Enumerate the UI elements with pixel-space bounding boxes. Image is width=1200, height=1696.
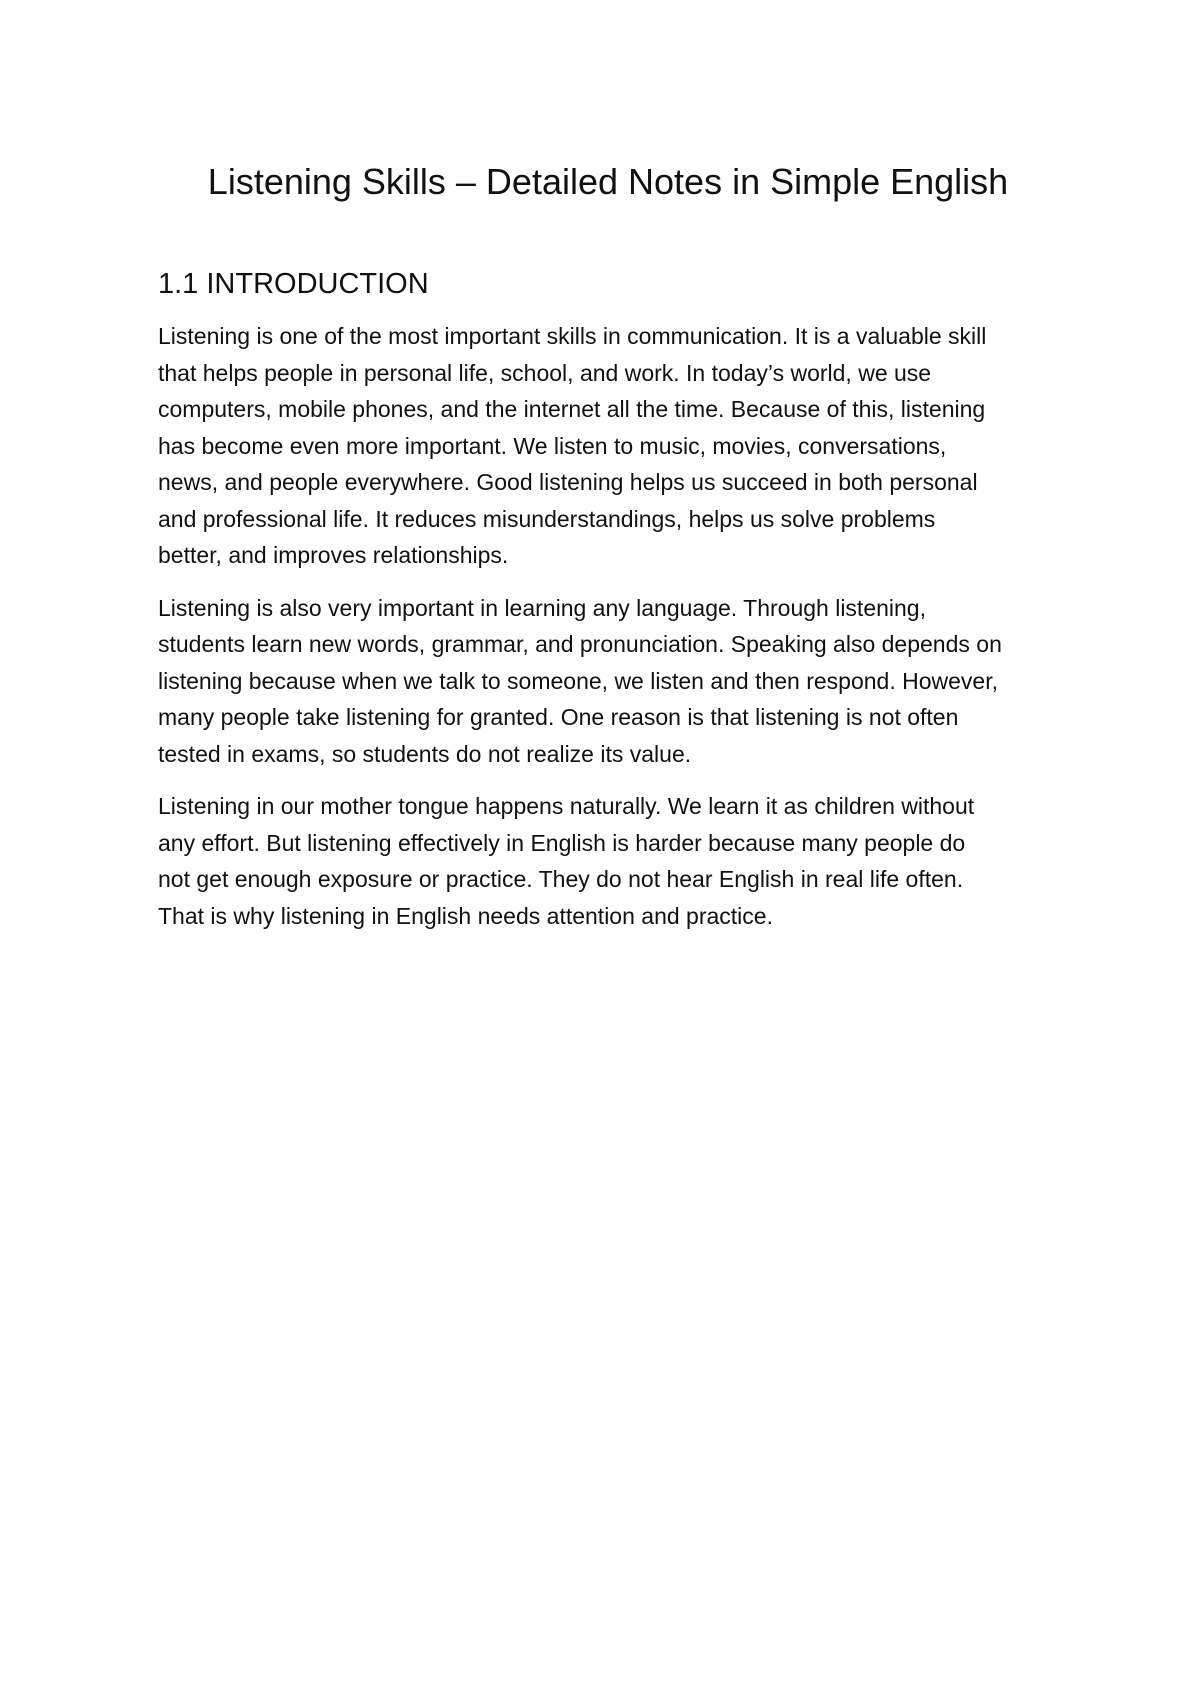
paragraph-3 [158,788,1058,934]
paragraph-1 [158,318,1058,574]
paragraph-line: better, and improves relationships. [158,542,509,568]
section-body [158,318,1058,934]
paragraph-line: that helps people in personal life, school, and work. In today’s world, we use [158,359,932,386]
paragraph-line: listening because when we talk to someone, we listen and then respond. However, [158,667,999,694]
paragraph-line: not get enough exposure or practice. They do not hear English in real life often. [158,866,964,892]
paragraph-line: Listening is one of the most important skills in communication. It is a valuable skill [158,323,987,349]
paragraph-line: news, and people everywhere. Good listening helps us succeed in both personal [158,469,978,495]
paragraph-line: has become even more important. We listen to music, movies, conversations, [158,432,947,459]
page-content [158,158,1058,950]
paragraph-2 [158,590,1058,773]
document-title: Listening Skills – Detailed Notes in Simple English [207,161,1009,202]
paragraph-line: Listening in our mother tongue happens naturally. We learn it as children without [158,793,975,819]
paragraph-line: students learn new words, grammar, and pronunciation. Speaking also depends on [158,631,1002,657]
paragraph-line: many people take listening for granted. One reason is that listening is not often [158,704,959,730]
paragraph-line: and professional life. It reduces misunderstandings, helps us solve problems [158,505,936,532]
paragraph-line: computers, mobile phones, and the internet all the time. Because of this, listening [158,396,986,422]
paragraph-line: tested in exams, so students do not realize its value. [158,740,692,767]
paragraph-line: Listening is also very important in learning any language. Through listening, [158,594,926,621]
section-heading-introduction: 1.1 INTRODUCTION [158,268,429,300]
paragraph-line: any effort. But listening effectively in English is harder because many people do [158,829,966,856]
paragraph-line: That is why listening in English needs attention and practice. [158,902,773,929]
